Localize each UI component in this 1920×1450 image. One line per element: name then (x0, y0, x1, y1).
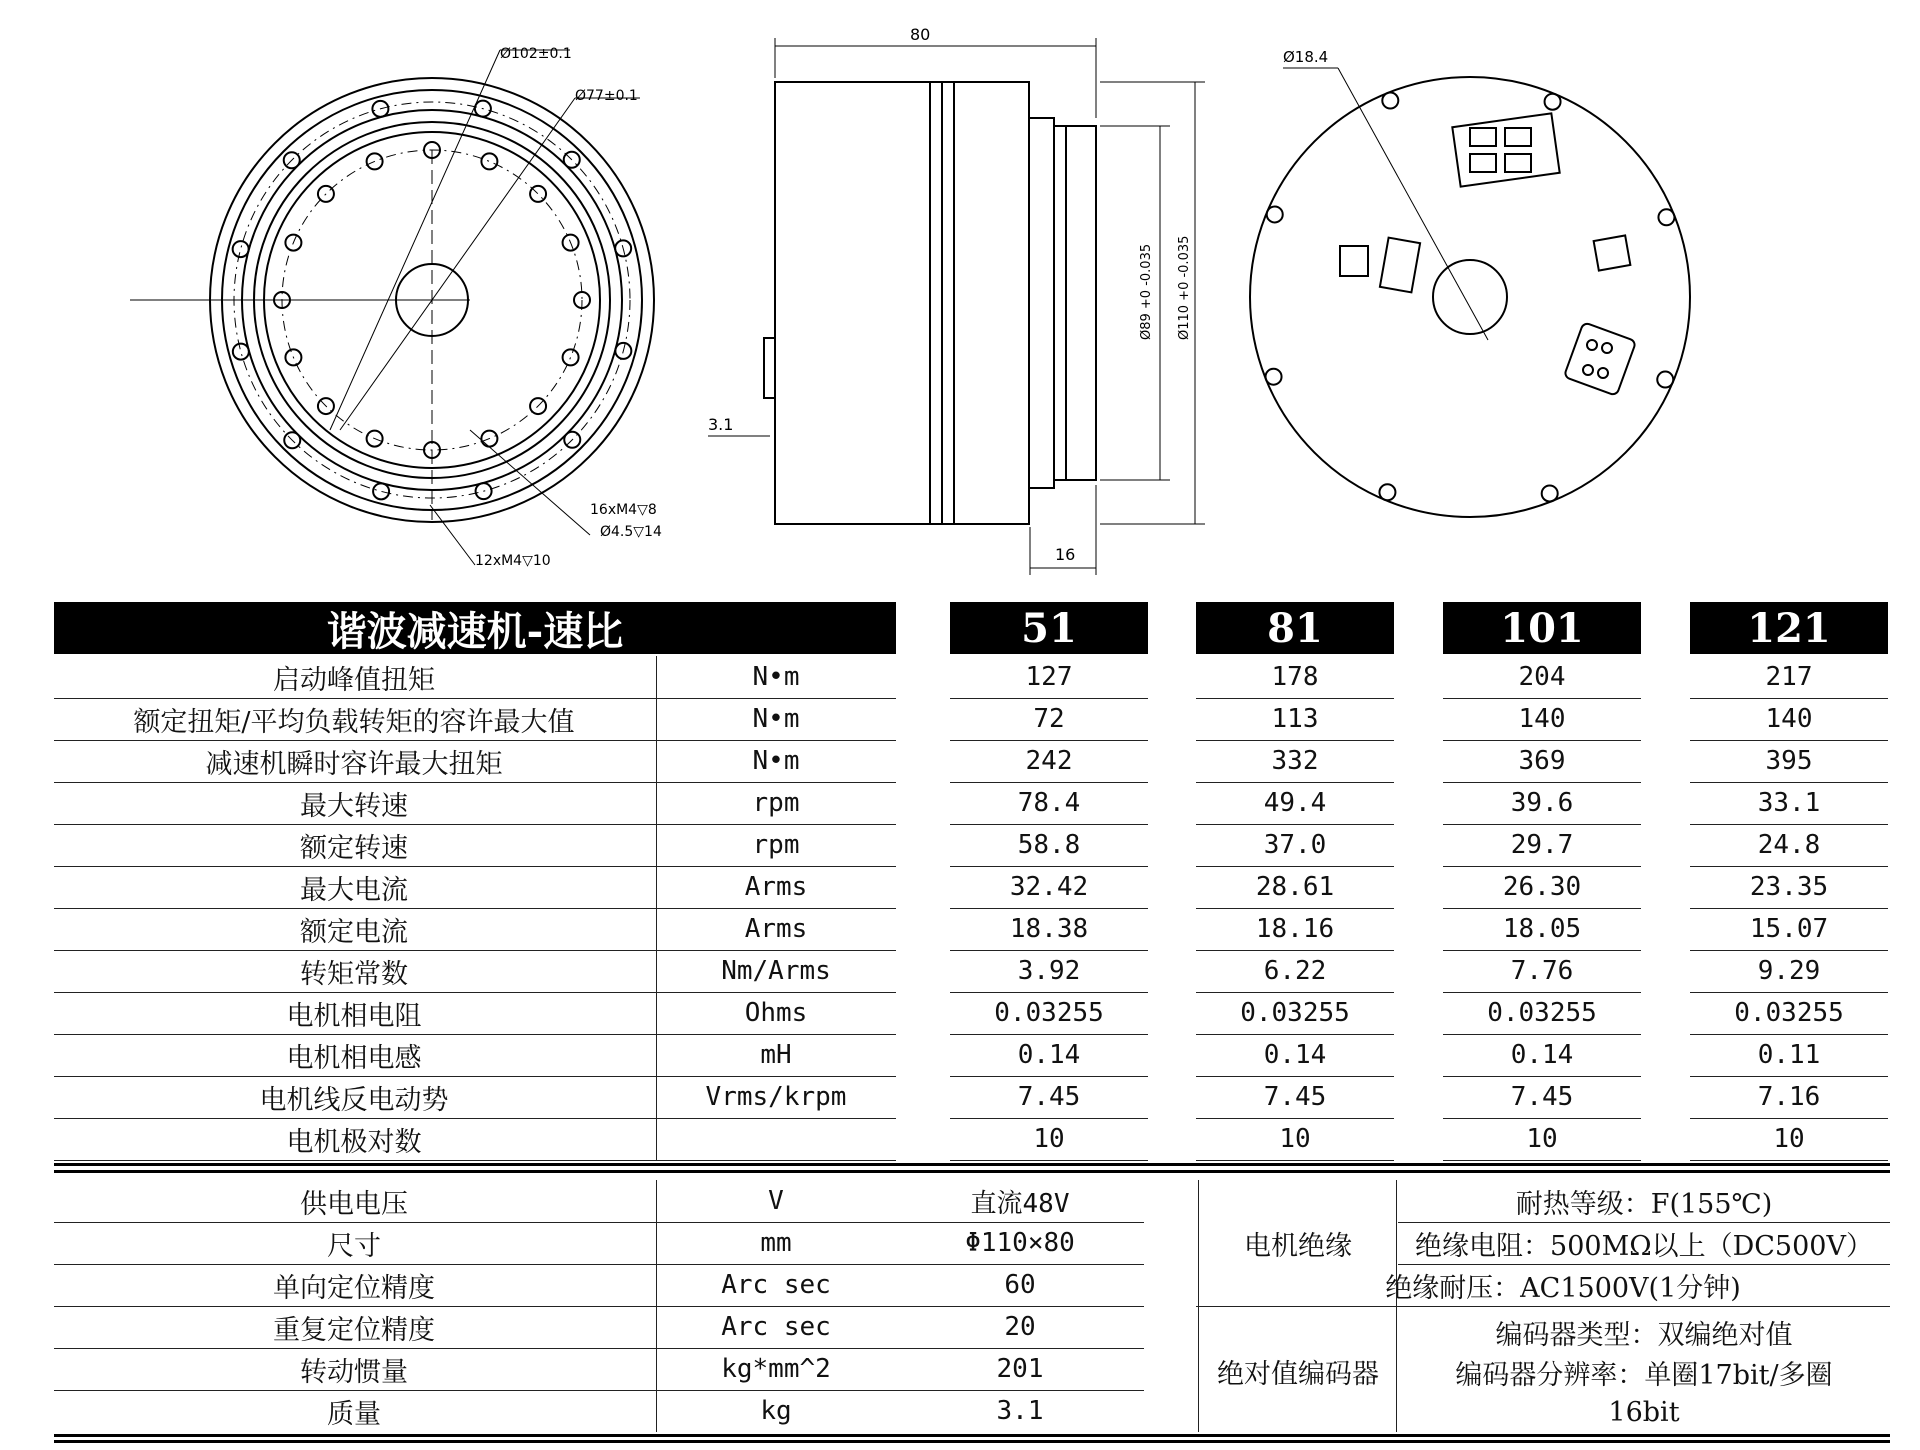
general-row-label: 尺寸 (327, 1230, 381, 1262)
spec-row-label: 电机相电感 (286, 1042, 422, 1074)
spec-row-unit: N•m (752, 746, 800, 776)
spec-value-cell: 7.45 (1510, 1082, 1574, 1112)
grid-hline (1690, 1034, 1888, 1035)
grid-hline (950, 908, 1148, 909)
spec-value-cell: 15.07 (1749, 914, 1829, 944)
grid-hline (54, 1306, 1144, 1307)
dim-outer-text: Ø102±0.1 (500, 46, 572, 62)
spec-value-cell: 0.14 (1017, 1040, 1081, 1070)
grid-hline (1443, 740, 1641, 741)
spec-value-cell: 0.03255 (1487, 998, 1597, 1028)
rear-screw (1382, 93, 1398, 109)
spec-value-cell: 7.45 (1017, 1082, 1081, 1112)
grid-hline (1690, 698, 1888, 699)
dim-d110-text: Ø110 +0 -0.035 (1177, 235, 1192, 340)
general-row-value: 60 (1004, 1270, 1036, 1300)
insulation-label: 电机绝缘 (1244, 1230, 1352, 1262)
ratio-header-121: 121 (1690, 602, 1888, 654)
spec-value-cell: 7.16 (1757, 1082, 1821, 1112)
hole-note-3: 12xM4▽10 (475, 553, 551, 569)
encoder-line-1: 编码器类型：双编绝对值 (1495, 1319, 1793, 1351)
insulation-line-1: 耐热等级：F(155℃) (1515, 1188, 1773, 1220)
dim-inner-text: Ø77±0.1 (575, 88, 638, 104)
grid-hline (1690, 740, 1888, 741)
general-row-value: 201 (996, 1354, 1044, 1384)
front-view-drawing (130, 50, 654, 565)
spec-value-cell: 332 (1271, 746, 1319, 776)
spec-value-cell: 7.45 (1263, 1082, 1327, 1112)
spec-value-cell: 10 (1279, 1124, 1311, 1154)
grid-hline (1196, 1034, 1394, 1035)
rear-screw (1266, 369, 1282, 385)
general-row-label: 供电电压 (300, 1188, 408, 1220)
grid-hline (54, 1222, 1144, 1223)
grid-hline (1690, 824, 1888, 825)
spec-row-label: 电机线反电动势 (259, 1084, 449, 1116)
spec-row-unit: rpm (752, 830, 800, 860)
grid-hline (54, 1440, 1890, 1443)
grid-hline (54, 992, 896, 993)
spec-row-unit: Ohms (744, 998, 808, 1028)
outer-hole (373, 483, 389, 499)
dim-d89-text: Ø89 +0 -0.035 (1139, 243, 1154, 340)
spec-value-cell: 28.61 (1255, 872, 1335, 902)
grid-hline (54, 698, 896, 699)
general-row-unit: Arc sec (721, 1312, 831, 1342)
grid-hline (54, 1348, 1144, 1349)
dim-length-text: 80 (910, 25, 931, 44)
spec-value-cell: 0.03255 (1734, 998, 1844, 1028)
grid-hline (1443, 824, 1641, 825)
spec-value-cell: 37.0 (1263, 830, 1327, 860)
grid-hline (1443, 908, 1641, 909)
spec-value-cell: 140 (1518, 704, 1566, 734)
grid-hline (1196, 1160, 1394, 1161)
outer-hole (233, 241, 249, 257)
side-view-drawing (708, 38, 1205, 575)
grid-vline (1396, 1180, 1397, 1432)
grid-hline (950, 1118, 1148, 1119)
spec-value-cell: 78.4 (1017, 788, 1081, 818)
grid-hline (950, 824, 1148, 825)
grid-vline (656, 1180, 657, 1432)
spec-value-cell: 26.30 (1502, 872, 1582, 902)
spec-row-unit: Arms (744, 872, 808, 902)
spec-value-cell: 10 (1033, 1124, 1065, 1154)
spec-value-cell: 23.35 (1749, 872, 1829, 902)
spec-value-cell: 395 (1765, 746, 1813, 776)
grid-hline (1443, 1118, 1641, 1119)
spec-row-label: 额定电流 (300, 916, 408, 948)
grid-hline (1443, 950, 1641, 951)
spec-row-unit: N•m (752, 662, 800, 692)
grid-hline (1443, 1076, 1641, 1077)
spec-value-cell: 72 (1033, 704, 1065, 734)
rear-screw (1379, 484, 1395, 500)
spec-row-label: 额定扭矩/平均负载转矩的容许最大值 (133, 706, 575, 738)
spec-value-cell: 18.05 (1502, 914, 1582, 944)
rear-screw (1658, 209, 1674, 225)
inner-hole (530, 186, 546, 202)
rear-screw (1267, 206, 1283, 222)
spec-value-cell: 127 (1025, 662, 1073, 692)
spec-value-cell: 113 (1271, 704, 1319, 734)
general-row-value: 3.1 (996, 1396, 1044, 1426)
general-row-unit: V (768, 1186, 784, 1216)
grid-hline (1443, 698, 1641, 699)
spec-value-cell: 18.38 (1009, 914, 1089, 944)
grid-hline (1690, 1118, 1888, 1119)
grid-hline (54, 1264, 1144, 1265)
grid-vline (1198, 1180, 1199, 1432)
grid-hline (54, 908, 896, 909)
general-row-value: 20 (1004, 1312, 1036, 1342)
spec-row-label: 转矩常数 (300, 958, 408, 990)
spec-value-cell: 0.14 (1263, 1040, 1327, 1070)
spec-value-cell: 0.11 (1757, 1040, 1821, 1070)
spec-value-cell: 0.03255 (994, 998, 1104, 1028)
spec-row-label: 电机相电阻 (286, 1000, 422, 1032)
spec-value-cell: 369 (1518, 746, 1566, 776)
grid-hline (1398, 1264, 1890, 1265)
grid-hline (1196, 1306, 1890, 1307)
spec-row-label: 额定转速 (300, 832, 408, 864)
spec-value-cell: 0.03255 (1240, 998, 1350, 1028)
spec-value-cell: 178 (1271, 662, 1319, 692)
spec-value-cell: 58.8 (1017, 830, 1081, 860)
spec-row-unit: mH (760, 1040, 792, 1070)
inner-hole (481, 153, 497, 169)
spec-value-cell: 39.6 (1510, 788, 1574, 818)
grid-hline (950, 782, 1148, 783)
dim-flange-text: 16 (1055, 545, 1076, 564)
spec-value-cell: 204 (1518, 662, 1566, 692)
grid-hline (1196, 824, 1394, 825)
grid-hline (1196, 1076, 1394, 1077)
grid-hline (54, 1170, 1890, 1173)
grid-hline (1196, 782, 1394, 783)
spec-value-cell: 7.76 (1510, 956, 1574, 986)
general-row-value: 直流48V (970, 1188, 1070, 1219)
grid-hline (54, 1163, 1890, 1166)
ratio-header-101: 101 (1443, 602, 1641, 654)
grid-hline (1196, 866, 1394, 867)
grid-hline (1690, 1160, 1888, 1161)
general-row-unit: kg (760, 1396, 792, 1426)
rear-screw (1542, 485, 1558, 501)
hole-note-2: Ø4.5▽14 (600, 524, 662, 540)
grid-hline (950, 740, 1148, 741)
grid-hline (1690, 992, 1888, 993)
general-row-label: 转动惯量 (300, 1356, 408, 1388)
grid-hline (1443, 866, 1641, 867)
spec-value-cell: 33.1 (1757, 788, 1821, 818)
spec-value-cell: 242 (1025, 746, 1073, 776)
dim-offset-text: 3.1 (708, 415, 734, 434)
spec-row-label: 最大电流 (300, 874, 408, 906)
grid-hline (1196, 698, 1394, 699)
general-row-unit: kg*mm^2 (721, 1354, 831, 1384)
spec-value-cell: 3.92 (1017, 956, 1081, 986)
spec-value-cell: 10 (1773, 1124, 1805, 1154)
grid-hline (950, 698, 1148, 699)
spec-value-cell: 6.22 (1263, 956, 1327, 986)
rear-screw (1657, 372, 1673, 388)
grid-hline (950, 1034, 1148, 1035)
grid-hline (1690, 1076, 1888, 1077)
spec-value-cell: 217 (1765, 662, 1813, 692)
grid-hline (54, 740, 896, 741)
grid-hline (1443, 992, 1641, 993)
spec-row-unit: Nm/Arms (721, 956, 831, 986)
spec-value-cell: 18.16 (1255, 914, 1335, 944)
grid-hline (950, 1076, 1148, 1077)
encoder-line-3: 16bit (1608, 1396, 1680, 1428)
grid-hline (54, 1434, 1890, 1437)
spec-value-cell: 24.8 (1757, 830, 1821, 860)
grid-hline (54, 1160, 896, 1161)
dim-hole-text: Ø18.4 (1283, 48, 1329, 66)
spec-value-cell: 29.7 (1510, 830, 1574, 860)
general-row-value: Φ110×80 (965, 1228, 1075, 1258)
encoder-label: 绝对值编码器 (1217, 1358, 1379, 1390)
grid-hline (54, 950, 896, 951)
grid-hline (1196, 908, 1394, 909)
grid-hline (54, 866, 896, 867)
spec-row-unit: Vrms/krpm (705, 1082, 847, 1112)
ratio-header-51: 51 (950, 602, 1148, 654)
grid-hline (1443, 1160, 1641, 1161)
insulation-line-3: 绝缘耐压：AC1500V(1分钟) (1385, 1272, 1741, 1304)
grid-hline (1196, 1118, 1394, 1119)
grid-hline (950, 866, 1148, 867)
grid-hline (1196, 740, 1394, 741)
outer-hole (233, 344, 249, 360)
grid-vline (656, 656, 657, 1160)
insulation-line-2: 绝缘电阻：500MΩ以上（DC500V） (1415, 1230, 1873, 1262)
grid-hline (1690, 908, 1888, 909)
spec-value-cell: 0.14 (1510, 1040, 1574, 1070)
grid-hline (54, 1118, 896, 1119)
spec-value-cell: 140 (1765, 704, 1813, 734)
general-row-label: 质量 (327, 1398, 381, 1430)
spec-row-label: 启动峰值扭矩 (273, 664, 435, 696)
rear-view-drawing (1250, 68, 1690, 517)
grid-hline (54, 824, 896, 825)
general-row-label: 单向定位精度 (273, 1272, 435, 1304)
grid-hline (950, 950, 1148, 951)
grid-hline (1690, 866, 1888, 867)
grid-hline (1196, 950, 1394, 951)
spec-value-cell: 49.4 (1263, 788, 1327, 818)
spec-row-label: 减速机瞬时容许最大扭矩 (205, 748, 503, 780)
grid-hline (1690, 950, 1888, 951)
spec-row-label: 最大转速 (300, 790, 408, 822)
inner-hole (563, 349, 579, 365)
ratio-header-81: 81 (1196, 602, 1394, 654)
general-row-unit: Arc sec (721, 1270, 831, 1300)
spec-row-unit: Arms (744, 914, 808, 944)
grid-hline (54, 1034, 896, 1035)
technical-drawings (0, 0, 1920, 590)
grid-hline (1690, 782, 1888, 783)
spec-row-unit: N•m (752, 704, 800, 734)
spec-value-cell: 9.29 (1757, 956, 1821, 986)
general-row-unit: mm (760, 1228, 792, 1258)
grid-hline (950, 992, 1148, 993)
grid-hline (1398, 1222, 1890, 1223)
grid-hline (1443, 1034, 1641, 1035)
general-row-label: 重复定位精度 (273, 1314, 435, 1346)
grid-hline (1196, 992, 1394, 993)
grid-hline (1443, 782, 1641, 783)
spec-row-unit (656, 1118, 896, 1160)
spec-value-cell: 10 (1526, 1124, 1558, 1154)
encoder-line-2: 编码器分辨率：单圈17bit/多圈 (1455, 1359, 1833, 1391)
spec-value-cell: 32.42 (1009, 872, 1089, 902)
spec-row-unit: rpm (752, 788, 800, 818)
rear-screw (1545, 94, 1561, 110)
grid-hline (54, 782, 896, 783)
spec-row-label: 电机极对数 (286, 1126, 422, 1158)
grid-hline (950, 1160, 1148, 1161)
grid-hline (54, 1076, 896, 1077)
spec-table-title: 谐波减速机-速比 (54, 602, 896, 654)
grid-hline (54, 1390, 1144, 1391)
hole-note-1: 16xM4▽8 (590, 502, 657, 518)
